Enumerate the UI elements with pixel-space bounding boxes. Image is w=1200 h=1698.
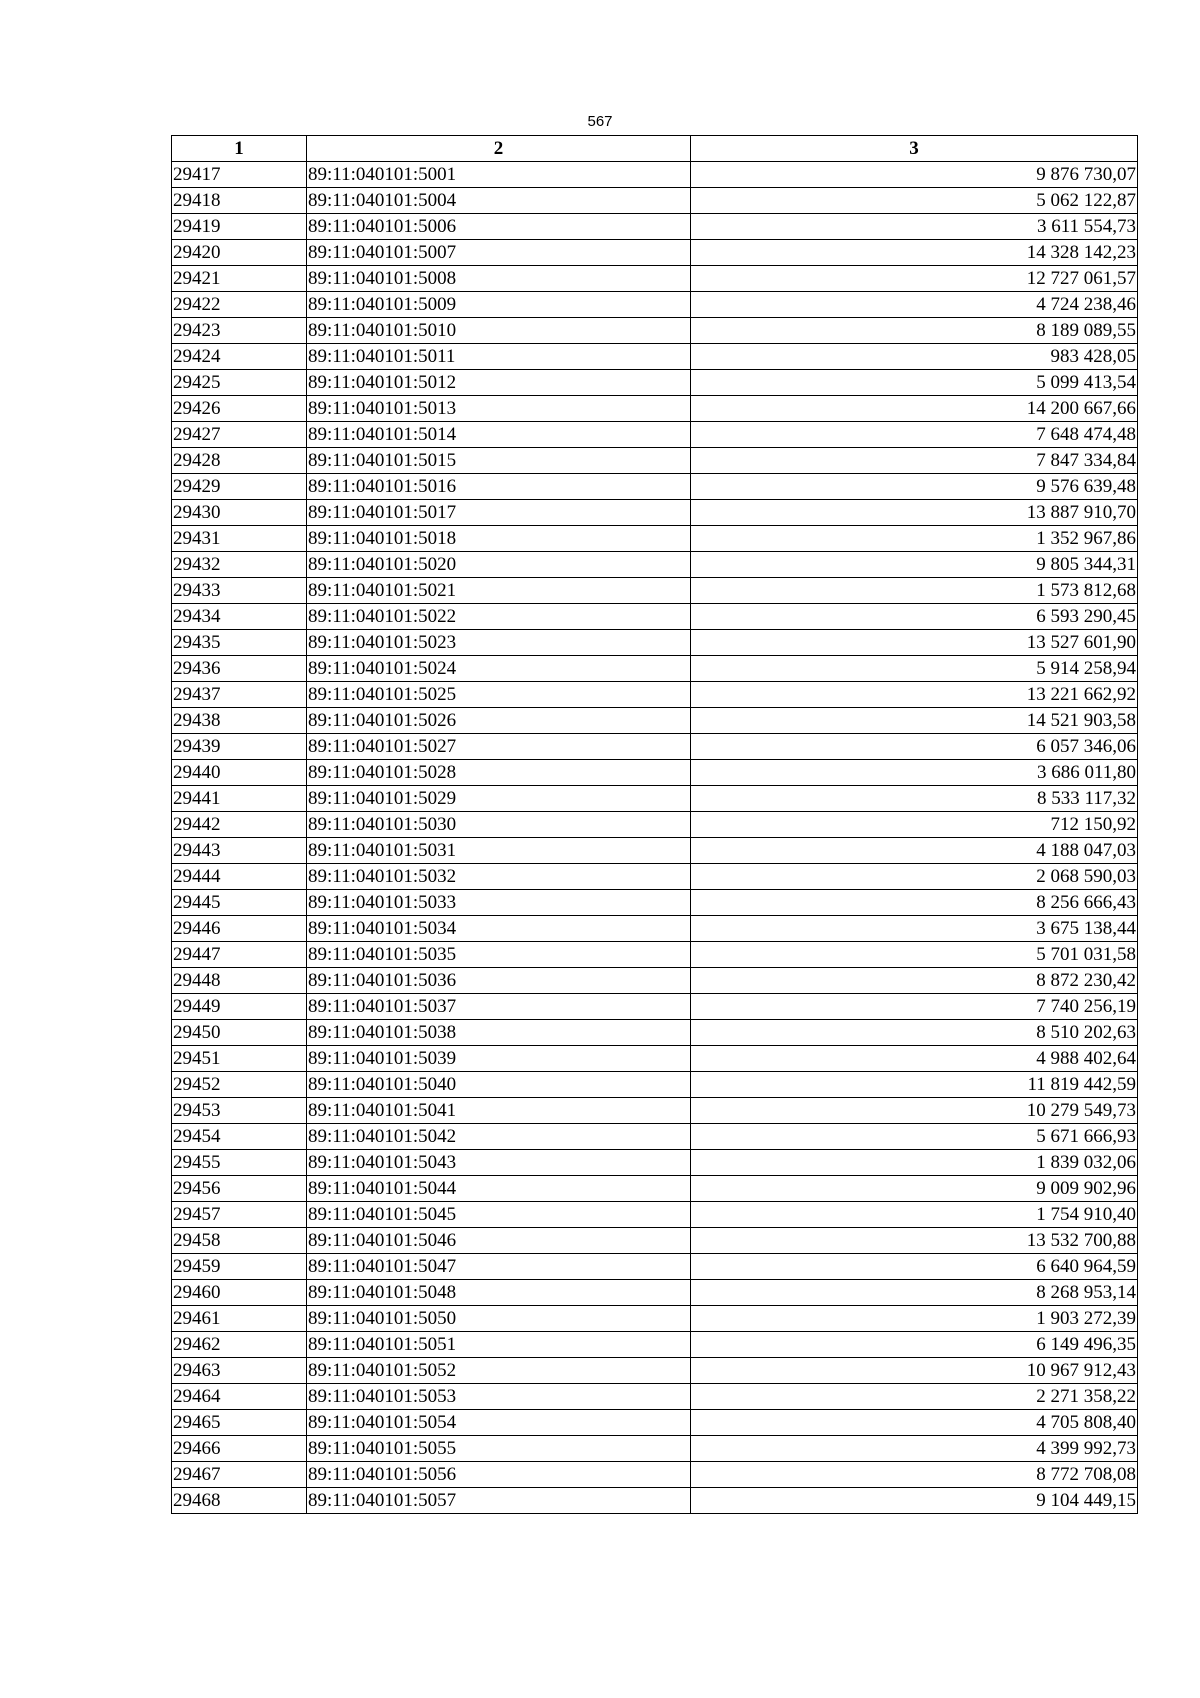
row-number-cell: 29457 [172, 1202, 307, 1228]
cadastral-number-cell: 89:11:040101:5013 [307, 396, 691, 422]
cadastral-number-cell: 89:11:040101:5045 [307, 1202, 691, 1228]
cadastral-number-cell: 89:11:040101:5009 [307, 292, 691, 318]
table-row [172, 1462, 1138, 1488]
cadastral-number-cell: 89:11:040101:5004 [307, 188, 691, 214]
table-row [172, 760, 1138, 786]
table-row [172, 500, 1138, 526]
cadastral-number-cell: 89:11:040101:5033 [307, 890, 691, 916]
cadastral-number-cell: 89:11:040101:5056 [307, 1462, 691, 1488]
cadastral-number-cell: 89:11:040101:5012 [307, 370, 691, 396]
value-cell: 9 104 449,15 [691, 1488, 1138, 1514]
value-cell: 11 819 442,59 [691, 1072, 1138, 1098]
value-cell: 13 532 700,88 [691, 1228, 1138, 1254]
value-cell: 10 967 912,43 [691, 1358, 1138, 1384]
row-number-cell: 29427 [172, 422, 307, 448]
value-cell: 13 221 662,92 [691, 682, 1138, 708]
value-cell: 3 686 011,80 [691, 760, 1138, 786]
row-number-cell: 29455 [172, 1150, 307, 1176]
cadastral-number-cell: 89:11:040101:5040 [307, 1072, 691, 1098]
value-cell: 2 271 358,22 [691, 1384, 1138, 1410]
value-cell: 5 914 258,94 [691, 656, 1138, 682]
row-number-cell: 29458 [172, 1228, 307, 1254]
value-cell: 6 593 290,45 [691, 604, 1138, 630]
value-cell: 8 872 230,42 [691, 968, 1138, 994]
value-cell: 13 887 910,70 [691, 500, 1138, 526]
cadastral-number-cell: 89:11:040101:5046 [307, 1228, 691, 1254]
column-header-2: 2 [307, 136, 691, 162]
row-number-cell: 29433 [172, 578, 307, 604]
table-row [172, 916, 1138, 942]
value-cell: 14 521 903,58 [691, 708, 1138, 734]
value-cell: 1 839 032,06 [691, 1150, 1138, 1176]
value-cell: 9 576 639,48 [691, 474, 1138, 500]
row-number-cell: 29423 [172, 318, 307, 344]
row-number-cell: 29419 [172, 214, 307, 240]
cadastral-number-cell: 89:11:040101:5016 [307, 474, 691, 500]
row-number-cell: 29440 [172, 760, 307, 786]
cadastral-number-cell: 89:11:040101:5028 [307, 760, 691, 786]
row-number-cell: 29450 [172, 1020, 307, 1046]
cadastral-number-cell: 89:11:040101:5036 [307, 968, 691, 994]
table-row [172, 474, 1138, 500]
table-row [172, 656, 1138, 682]
table-row [172, 1280, 1138, 1306]
table-row [172, 734, 1138, 760]
row-number-cell: 29417 [172, 162, 307, 188]
value-cell: 9 876 730,07 [691, 162, 1138, 188]
value-cell: 1 903 272,39 [691, 1306, 1138, 1332]
table-row [172, 890, 1138, 916]
cadastral-number-cell: 89:11:040101:5015 [307, 448, 691, 474]
row-number-cell: 29435 [172, 630, 307, 656]
row-number-cell: 29439 [172, 734, 307, 760]
value-cell: 5 062 122,87 [691, 188, 1138, 214]
value-cell: 1 352 967,86 [691, 526, 1138, 552]
value-cell: 4 399 992,73 [691, 1436, 1138, 1462]
row-number-cell: 29446 [172, 916, 307, 942]
row-number-cell: 29422 [172, 292, 307, 318]
cadastral-number-cell: 89:11:040101:5032 [307, 864, 691, 890]
cadastral-number-cell: 89:11:040101:5010 [307, 318, 691, 344]
table-body [172, 162, 1138, 1514]
table-row [172, 942, 1138, 968]
value-cell: 5 701 031,58 [691, 942, 1138, 968]
table-row [172, 1436, 1138, 1462]
row-number-cell: 29437 [172, 682, 307, 708]
cadastral-number-cell: 89:11:040101:5043 [307, 1150, 691, 1176]
table-row [172, 266, 1138, 292]
table-row [172, 448, 1138, 474]
row-number-cell: 29468 [172, 1488, 307, 1514]
value-cell: 10 279 549,73 [691, 1098, 1138, 1124]
column-header-1: 1 [172, 136, 307, 162]
cadastral-number-cell: 89:11:040101:5001 [307, 162, 691, 188]
table-row [172, 1488, 1138, 1514]
value-cell: 4 188 047,03 [691, 838, 1138, 864]
table-row [172, 162, 1138, 188]
cadastral-number-cell: 89:11:040101:5030 [307, 812, 691, 838]
row-number-cell: 29421 [172, 266, 307, 292]
cadastral-number-cell: 89:11:040101:5038 [307, 1020, 691, 1046]
row-number-cell: 29431 [172, 526, 307, 552]
cadastral-number-cell: 89:11:040101:5023 [307, 630, 691, 656]
data-table [171, 135, 1138, 1514]
table-row [172, 604, 1138, 630]
cadastral-number-cell: 89:11:040101:5047 [307, 1254, 691, 1280]
table-row [172, 292, 1138, 318]
table-row [172, 318, 1138, 344]
table-row [172, 1098, 1138, 1124]
value-cell: 712 150,92 [691, 812, 1138, 838]
table-row [172, 1046, 1138, 1072]
table-row [172, 1124, 1138, 1150]
row-number-cell: 29461 [172, 1306, 307, 1332]
value-cell: 9 805 344,31 [691, 552, 1138, 578]
cadastral-number-cell: 89:11:040101:5006 [307, 214, 691, 240]
table-row [172, 1202, 1138, 1228]
value-cell: 4 705 808,40 [691, 1410, 1138, 1436]
row-number-cell: 29449 [172, 994, 307, 1020]
value-cell: 12 727 061,57 [691, 266, 1138, 292]
row-number-cell: 29442 [172, 812, 307, 838]
value-cell: 8 533 117,32 [691, 786, 1138, 812]
row-number-cell: 29460 [172, 1280, 307, 1306]
cadastral-number-cell: 89:11:040101:5037 [307, 994, 691, 1020]
value-cell: 4 724 238,46 [691, 292, 1138, 318]
row-number-cell: 29432 [172, 552, 307, 578]
row-number-cell: 29464 [172, 1384, 307, 1410]
value-cell: 983 428,05 [691, 344, 1138, 370]
cadastral-number-cell: 89:11:040101:5050 [307, 1306, 691, 1332]
table-row [172, 1072, 1138, 1098]
table-row [172, 838, 1138, 864]
row-number-cell: 29444 [172, 864, 307, 890]
value-cell: 3 675 138,44 [691, 916, 1138, 942]
cadastral-number-cell: 89:11:040101:5027 [307, 734, 691, 760]
value-cell: 2 068 590,03 [691, 864, 1138, 890]
table-row [172, 630, 1138, 656]
row-number-cell: 29448 [172, 968, 307, 994]
cadastral-number-cell: 89:11:040101:5014 [307, 422, 691, 448]
row-number-cell: 29420 [172, 240, 307, 266]
row-number-cell: 29426 [172, 396, 307, 422]
cadastral-number-cell: 89:11:040101:5031 [307, 838, 691, 864]
table-row [172, 344, 1138, 370]
table-row [172, 968, 1138, 994]
cadastral-number-cell: 89:11:040101:5051 [307, 1332, 691, 1358]
value-cell: 13 527 601,90 [691, 630, 1138, 656]
table-row [172, 864, 1138, 890]
cadastral-number-cell: 89:11:040101:5041 [307, 1098, 691, 1124]
row-number-cell: 29466 [172, 1436, 307, 1462]
table-row [172, 188, 1138, 214]
cadastral-number-cell: 89:11:040101:5035 [307, 942, 691, 968]
cadastral-number-cell: 89:11:040101:5039 [307, 1046, 691, 1072]
row-number-cell: 29456 [172, 1176, 307, 1202]
table-row [172, 240, 1138, 266]
page-number: 567 [587, 113, 613, 130]
row-number-cell: 29430 [172, 500, 307, 526]
row-number-cell: 29445 [172, 890, 307, 916]
cadastral-number-cell: 89:11:040101:5026 [307, 708, 691, 734]
row-number-cell: 29462 [172, 1332, 307, 1358]
value-cell: 8 256 666,43 [691, 890, 1138, 916]
header-row [172, 136, 1138, 162]
row-number-cell: 29447 [172, 942, 307, 968]
table-row [172, 1176, 1138, 1202]
row-number-cell: 29453 [172, 1098, 307, 1124]
table-header [172, 136, 1138, 162]
cadastral-number-cell: 89:11:040101:5042 [307, 1124, 691, 1150]
row-number-cell: 29459 [172, 1254, 307, 1280]
value-cell: 1 573 812,68 [691, 578, 1138, 604]
table-row [172, 682, 1138, 708]
value-cell: 6 640 964,59 [691, 1254, 1138, 1280]
table-row [172, 786, 1138, 812]
row-number-cell: 29429 [172, 474, 307, 500]
table-row [172, 396, 1138, 422]
value-cell: 6 149 496,35 [691, 1332, 1138, 1358]
cadastral-number-cell: 89:11:040101:5018 [307, 526, 691, 552]
value-cell: 8 189 089,55 [691, 318, 1138, 344]
table-row [172, 1332, 1138, 1358]
table-row [172, 214, 1138, 240]
value-cell: 8 268 953,14 [691, 1280, 1138, 1306]
value-cell: 14 328 142,23 [691, 240, 1138, 266]
table-row [172, 1306, 1138, 1332]
row-number-cell: 29438 [172, 708, 307, 734]
cadastral-number-cell: 89:11:040101:5055 [307, 1436, 691, 1462]
row-number-cell: 29443 [172, 838, 307, 864]
value-cell: 5 099 413,54 [691, 370, 1138, 396]
table-row [172, 1384, 1138, 1410]
table-row [172, 526, 1138, 552]
cadastral-number-cell: 89:11:040101:5048 [307, 1280, 691, 1306]
row-number-cell: 29434 [172, 604, 307, 630]
table-row [172, 994, 1138, 1020]
table-row [172, 578, 1138, 604]
cadastral-number-cell: 89:11:040101:5025 [307, 682, 691, 708]
cadastral-number-cell: 89:11:040101:5011 [307, 344, 691, 370]
value-cell: 7 740 256,19 [691, 994, 1138, 1020]
value-cell: 5 671 666,93 [691, 1124, 1138, 1150]
cadastral-number-cell: 89:11:040101:5054 [307, 1410, 691, 1436]
cadastral-number-cell: 89:11:040101:5052 [307, 1358, 691, 1384]
row-number-cell: 29463 [172, 1358, 307, 1384]
table-row [172, 1150, 1138, 1176]
value-cell: 8 510 202,63 [691, 1020, 1138, 1046]
cadastral-number-cell: 89:11:040101:5044 [307, 1176, 691, 1202]
row-number-cell: 29436 [172, 656, 307, 682]
value-cell: 9 009 902,96 [691, 1176, 1138, 1202]
column-header-3: 3 [691, 136, 1138, 162]
table-row [172, 708, 1138, 734]
cadastral-number-cell: 89:11:040101:5057 [307, 1488, 691, 1514]
cadastral-number-cell: 89:11:040101:5022 [307, 604, 691, 630]
cadastral-number-cell: 89:11:040101:5020 [307, 552, 691, 578]
cadastral-number-cell: 89:11:040101:5029 [307, 786, 691, 812]
row-number-cell: 29451 [172, 1046, 307, 1072]
row-number-cell: 29465 [172, 1410, 307, 1436]
table-row [172, 812, 1138, 838]
value-cell: 4 988 402,64 [691, 1046, 1138, 1072]
value-cell: 7 648 474,48 [691, 422, 1138, 448]
table-row [172, 422, 1138, 448]
cadastral-number-cell: 89:11:040101:5008 [307, 266, 691, 292]
table-row [172, 552, 1138, 578]
cadastral-number-cell: 89:11:040101:5021 [307, 578, 691, 604]
row-number-cell: 29424 [172, 344, 307, 370]
cadastral-number-cell: 89:11:040101:5007 [307, 240, 691, 266]
row-number-cell: 29428 [172, 448, 307, 474]
table-row [172, 1228, 1138, 1254]
row-number-cell: 29452 [172, 1072, 307, 1098]
cadastral-number-cell: 89:11:040101:5034 [307, 916, 691, 942]
value-cell: 8 772 708,08 [691, 1462, 1138, 1488]
value-cell: 14 200 667,66 [691, 396, 1138, 422]
table-row [172, 1410, 1138, 1436]
row-number-cell: 29425 [172, 370, 307, 396]
value-cell: 7 847 334,84 [691, 448, 1138, 474]
table-row [172, 1358, 1138, 1384]
cadastral-number-cell: 89:11:040101:5024 [307, 656, 691, 682]
table-row [172, 1020, 1138, 1046]
table-row [172, 370, 1138, 396]
value-cell: 6 057 346,06 [691, 734, 1138, 760]
table-row [172, 1254, 1138, 1280]
value-cell: 1 754 910,40 [691, 1202, 1138, 1228]
row-number-cell: 29454 [172, 1124, 307, 1150]
row-number-cell: 29418 [172, 188, 307, 214]
value-cell: 3 611 554,73 [691, 214, 1138, 240]
cadastral-number-cell: 89:11:040101:5053 [307, 1384, 691, 1410]
cadastral-number-cell: 89:11:040101:5017 [307, 500, 691, 526]
row-number-cell: 29467 [172, 1462, 307, 1488]
row-number-cell: 29441 [172, 786, 307, 812]
